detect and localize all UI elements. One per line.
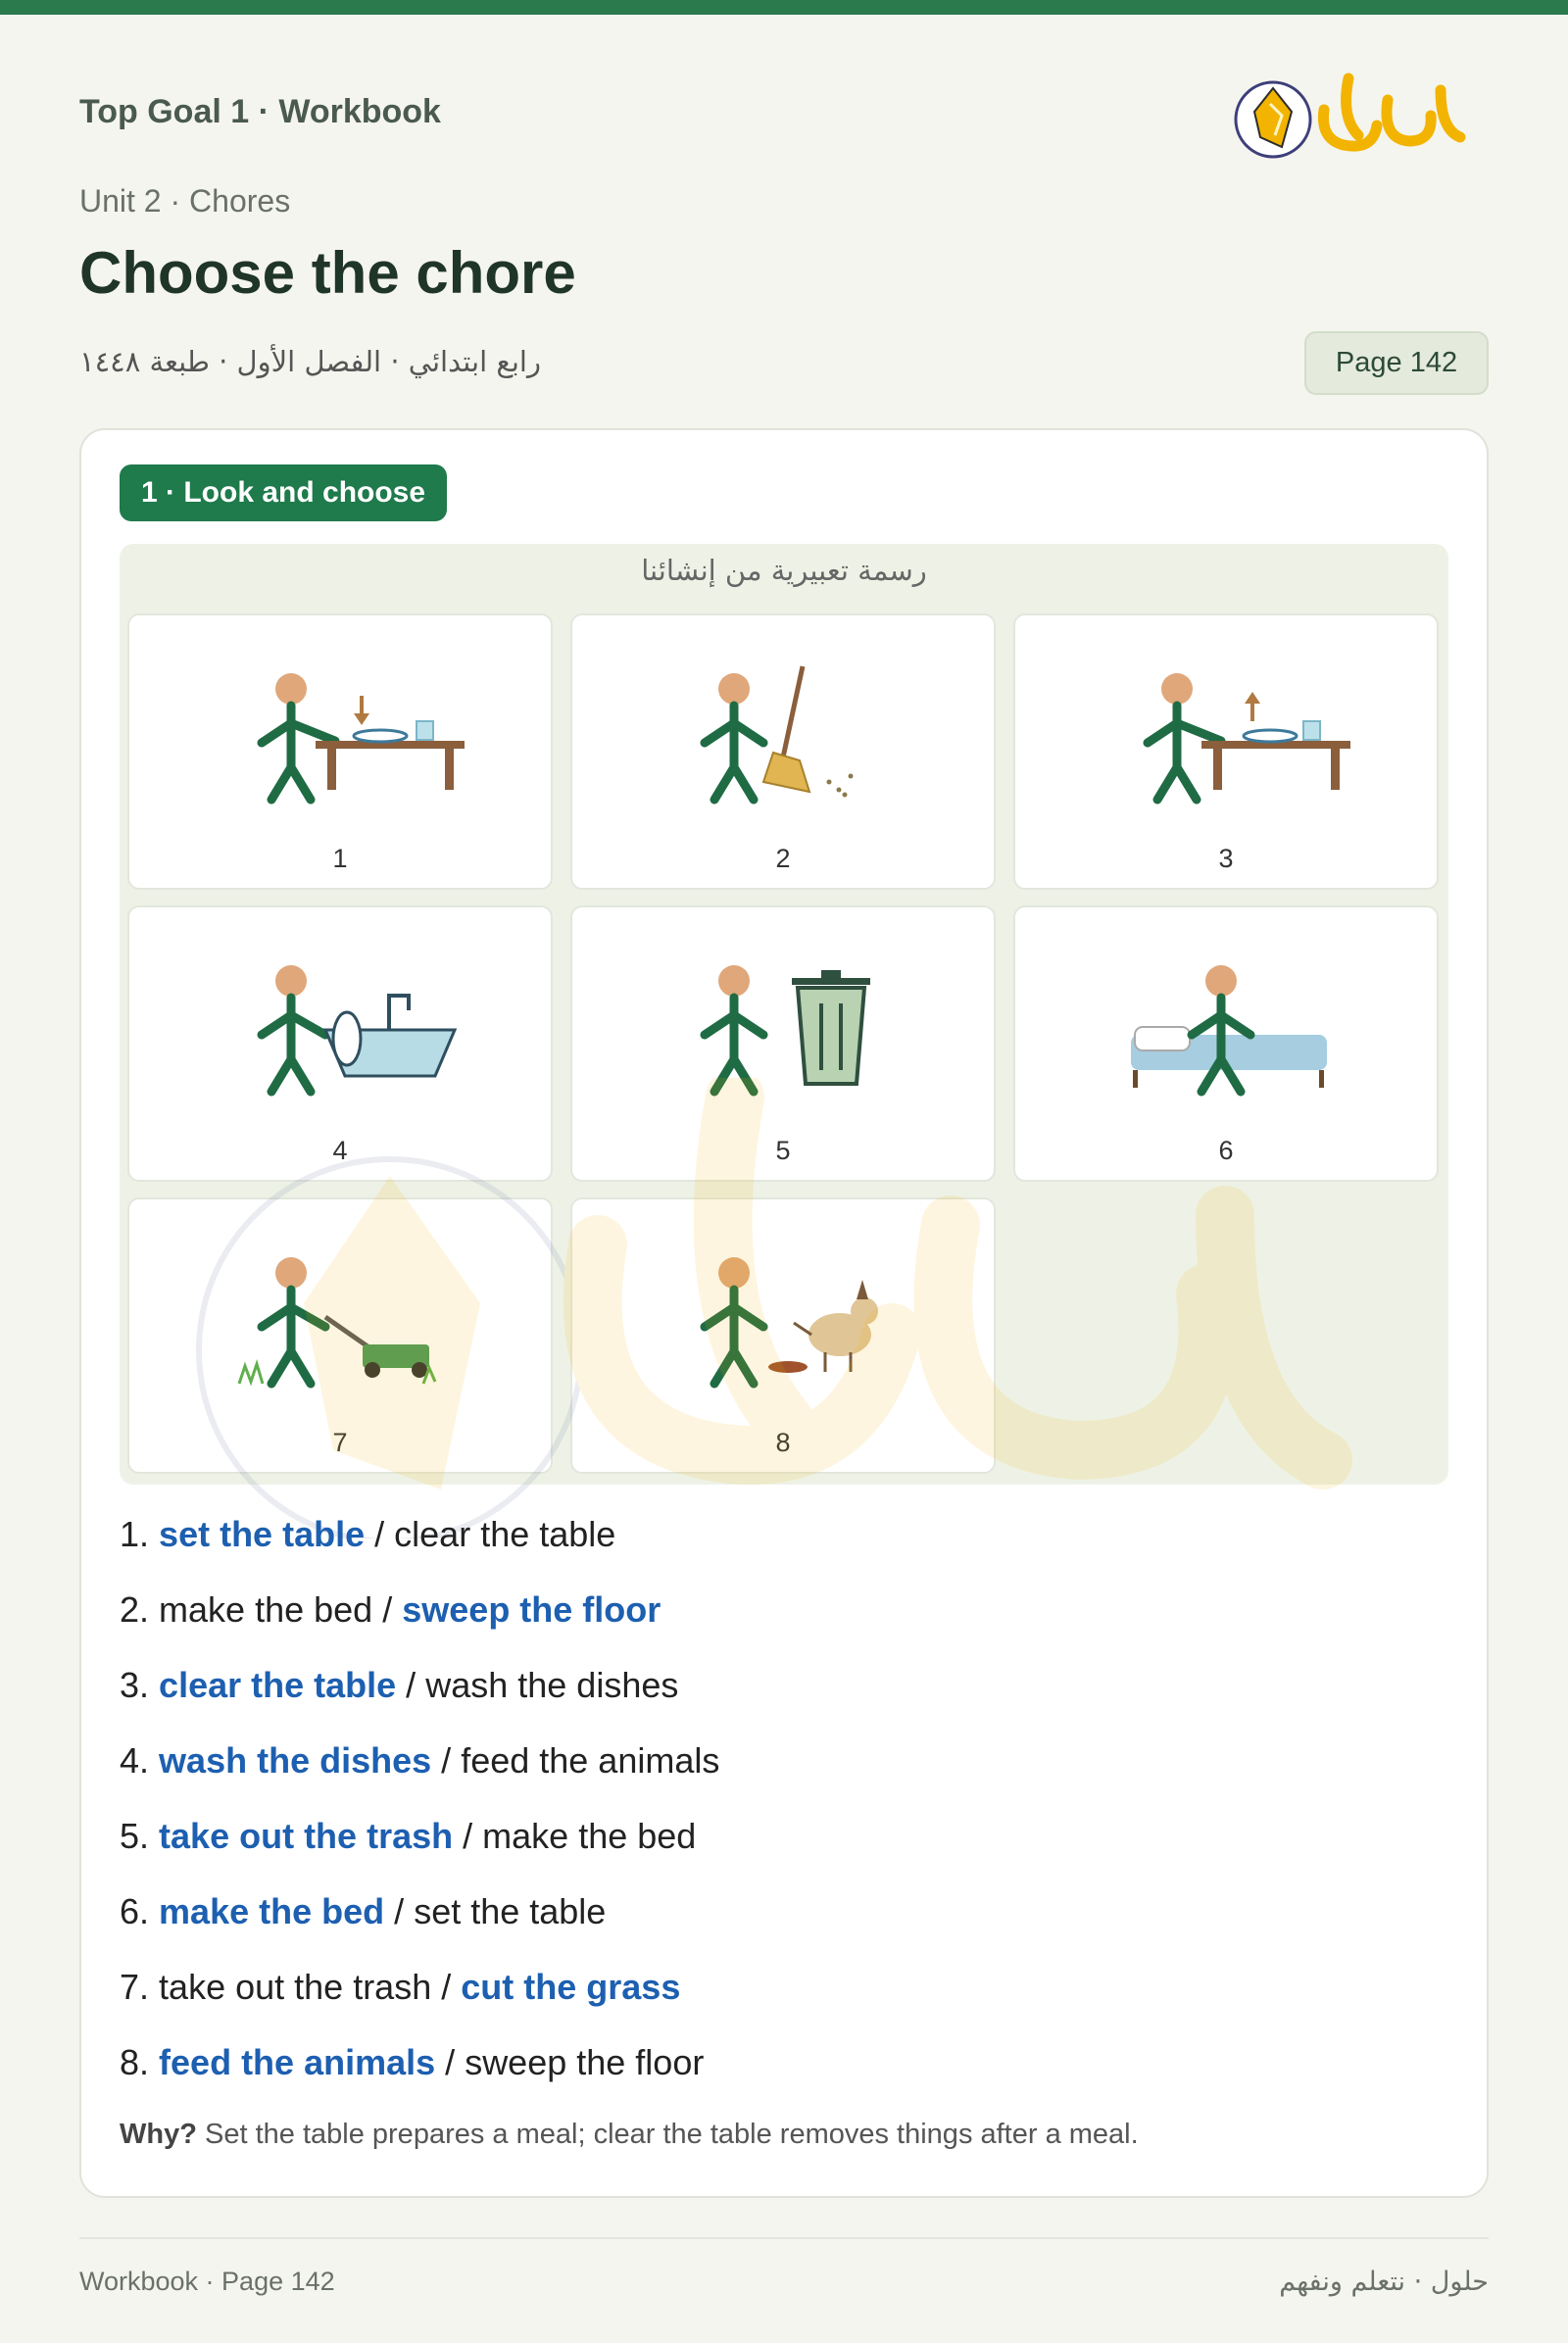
option-choice[interactable]: make the bed <box>482 1816 697 1856</box>
option-row-4 <box>120 1735 1443 1811</box>
option-choice[interactable]: take out the trash <box>159 1967 432 2007</box>
take-out-trash-icon <box>572 927 998 1123</box>
option-separator: / <box>394 1891 405 1931</box>
illustration-caption: رسمة تعبيرية من إنشائنا <box>641 554 927 587</box>
option-row-2 <box>120 1585 1443 1660</box>
option-number: 2. <box>120 1589 150 1630</box>
option-number: 3. <box>120 1665 150 1705</box>
option-number: 7. <box>120 1967 150 2007</box>
option-choice-selected[interactable]: make the bed <box>159 1891 385 1931</box>
option-separator: / <box>441 1740 452 1781</box>
answer-options-list <box>120 1509 1443 2113</box>
option-choice-selected[interactable]: cut the grass <box>461 1967 681 2007</box>
footer-tagline: حلول · نتعلم ونفهم <box>1279 2267 1489 2297</box>
grade-term-edition: رابع ابتدائي · الفصل الأول · طبعة ١٤٤٨ <box>79 345 541 378</box>
option-separator: / <box>406 1665 416 1705</box>
option-separator: / <box>441 1967 452 2007</box>
tile-1 <box>127 613 553 890</box>
tile-number: 1 <box>332 844 348 873</box>
tile-number: 8 <box>775 1428 791 1457</box>
option-row-6 <box>120 1886 1443 1962</box>
option-choice[interactable]: feed the animals <box>461 1740 720 1781</box>
option-choice-selected[interactable]: feed the animals <box>159 2042 436 2082</box>
option-number: 5. <box>120 1816 150 1856</box>
tile-2 <box>570 613 996 890</box>
tile-8 <box>570 1197 996 1474</box>
tile-7 <box>127 1197 553 1474</box>
tile-number: 2 <box>775 844 791 873</box>
option-number: 6. <box>120 1891 150 1931</box>
option-number: 1. <box>120 1514 150 1554</box>
unit-label: Unit 2 · Chores <box>79 183 291 219</box>
option-row-3 <box>120 1660 1443 1735</box>
footer-divider <box>79 2237 1489 2239</box>
hulul-logo <box>1231 61 1486 167</box>
option-row-5 <box>120 1811 1443 1886</box>
tile-number: 7 <box>332 1428 348 1457</box>
page-title: Choose the chore <box>79 240 576 306</box>
option-choice-selected[interactable]: take out the trash <box>159 1816 454 1856</box>
option-choice-selected[interactable]: clear the table <box>159 1665 397 1705</box>
tile-5 <box>570 905 996 1182</box>
book-title: Top Goal 1 · Workbook <box>79 93 441 130</box>
option-number: 8. <box>120 2042 150 2082</box>
option-choice[interactable]: wash the dishes <box>425 1665 679 1705</box>
option-separator: / <box>445 2042 456 2082</box>
tile-number: 6 <box>1218 1136 1234 1165</box>
why-text: Set the table prepares a meal; clear the table removes things after a meal. <box>205 2119 1139 2150</box>
page-number-badge: Page 142 <box>1304 331 1489 395</box>
option-choice-selected[interactable]: sweep the floor <box>402 1589 662 1630</box>
wash-dishes-icon <box>129 927 555 1123</box>
tile-number: 3 <box>1218 844 1234 873</box>
option-row-8 <box>120 2037 1443 2113</box>
exercise-label: 1 · Look and choose <box>120 464 447 521</box>
option-row-7 <box>120 1962 1443 2037</box>
option-choice[interactable]: make the bed <box>159 1589 373 1630</box>
why-label: Why? <box>120 2119 197 2150</box>
explanation-note <box>120 2119 1139 2151</box>
option-number: 4. <box>120 1740 150 1781</box>
option-row-1 <box>120 1509 1443 1585</box>
option-separator: / <box>463 1816 473 1856</box>
tile-number: 4 <box>332 1136 348 1165</box>
tile-number: 5 <box>775 1136 791 1165</box>
tile-4 <box>127 905 553 1182</box>
option-separator: / <box>374 1514 385 1554</box>
top-accent-bar <box>0 0 1568 15</box>
option-choice-selected[interactable]: set the table <box>159 1514 366 1554</box>
cut-grass-icon <box>129 1219 555 1415</box>
set-table-icon <box>129 635 555 831</box>
option-choice[interactable]: clear the table <box>394 1514 616 1554</box>
sweep-floor-icon <box>572 635 998 831</box>
footer-page-label: Workbook · Page 142 <box>79 2267 335 2296</box>
tile-6 <box>1013 905 1439 1182</box>
feed-animals-icon <box>572 1219 998 1415</box>
tile-3 <box>1013 613 1439 890</box>
make-bed-icon <box>1015 927 1441 1123</box>
clear-table-icon <box>1015 635 1441 831</box>
option-choice-selected[interactable]: wash the dishes <box>159 1740 432 1781</box>
option-choice[interactable]: sweep the floor <box>465 2042 705 2082</box>
option-separator: / <box>382 1589 393 1630</box>
option-choice[interactable]: set the table <box>414 1891 607 1931</box>
